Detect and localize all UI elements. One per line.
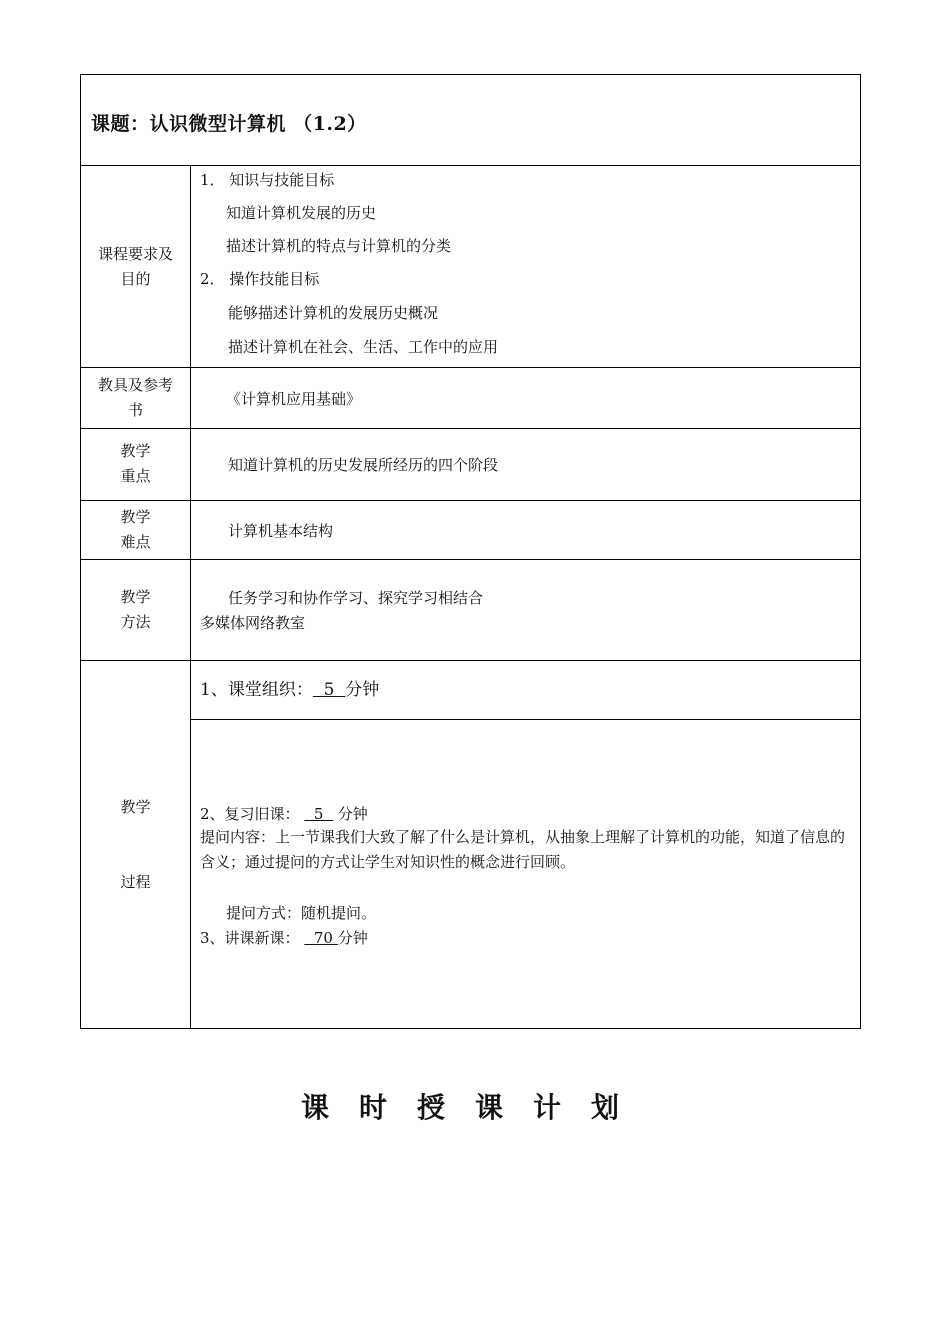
row-divider xyxy=(190,719,860,720)
methods-label: 教学 方法 xyxy=(120,588,151,631)
process-step-1: 1、课堂组织： 5 分钟 xyxy=(200,680,380,700)
footer-heading: 课时授课计划 xyxy=(300,1091,649,1124)
requirements-item: 1． 知识与技能目标 xyxy=(200,171,335,189)
process-step-2: 2、复习旧课： 5 分钟 xyxy=(200,805,368,823)
difficulties-content: 计算机基本结构 xyxy=(228,522,334,540)
column-divider xyxy=(190,165,191,1028)
question-method: 提问方式：随机提问。 xyxy=(226,904,377,922)
lesson-title: 课题：认识微型计算机 （1.2） xyxy=(91,113,367,135)
process-label-bottom: 过程 xyxy=(120,873,151,891)
requirements-item: 描述计算机的特点与计算机的分类 xyxy=(226,237,452,255)
methods-line: 任务学习和协作学习、探究学习相结合 xyxy=(228,589,484,607)
requirements-item: 知道计算机发展的历史 xyxy=(226,204,377,222)
row-divider xyxy=(81,500,860,501)
process-step-3: 3、讲课新课： 70 分钟 xyxy=(200,929,368,947)
difficulties-label: 教学 难点 xyxy=(120,508,151,551)
requirements-item: 2． 操作技能目标 xyxy=(200,270,320,288)
requirements-item: 描述计算机在社会、生活、工作中的应用 xyxy=(228,338,499,356)
requirements-label: 课程要求及 目的 xyxy=(97,245,173,288)
row-divider xyxy=(81,660,860,661)
methods-line: 多媒体网络教室 xyxy=(200,614,306,632)
key-points-content: 知道计算机的历史发展所经历的四个阶段 xyxy=(228,456,499,474)
row-divider xyxy=(81,367,860,368)
row-divider xyxy=(81,428,860,429)
key-points-label: 教学 重点 xyxy=(120,442,151,485)
lesson-plan-table xyxy=(80,74,861,1029)
question-content: 提问内容：上一节课我们大致了解了什么是计算机，从抽象上理解了计算机的功能，知道了信息的含义；通过提问的方式让学生对知识性的概念进行回顾。 xyxy=(200,828,846,871)
row-divider xyxy=(81,165,860,166)
materials-content: 《计算机应用基础》 xyxy=(226,390,362,408)
step-1-duration: 5 xyxy=(312,680,346,700)
step-2-duration: 5 xyxy=(304,805,333,823)
materials-label: 教具及参考 书 xyxy=(97,376,173,419)
requirements-item: 能够描述计算机的发展历史概况 xyxy=(228,304,439,322)
process-label-top: 教学 xyxy=(120,798,151,816)
row-divider xyxy=(81,559,860,560)
step-3-duration: 70 xyxy=(304,929,338,947)
